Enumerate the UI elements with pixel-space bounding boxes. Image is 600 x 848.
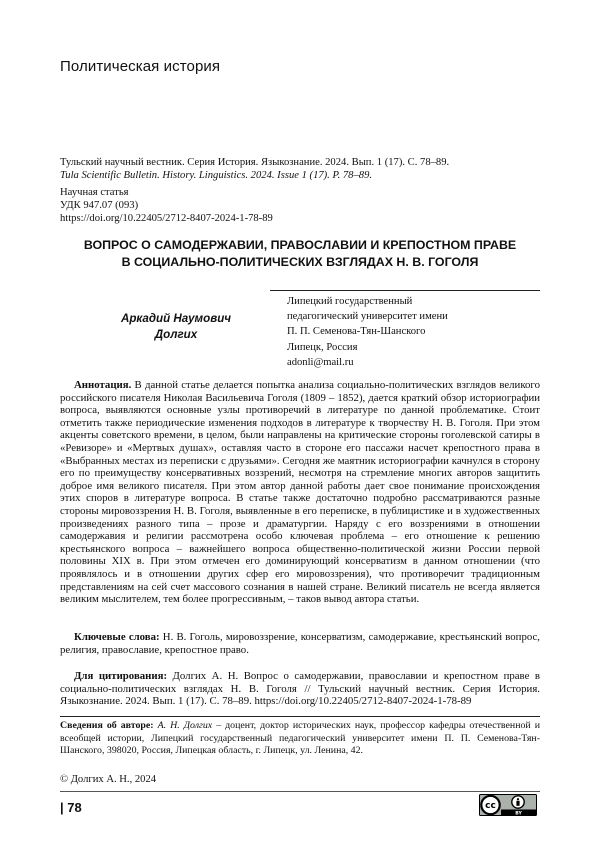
abstract-text: В данной статье делается попытка анализа социально-политических взглядов великого российского писателя Николая Васильевича Гоголя (1809 – 1852), дается краткий обзор историографии вопроса, выявляются основные узлы противоречий в литературе по данной проблематике. Стоит отметить также периодические изменения подходов в литературе к творчеству Н. В. Гоголя. При этом акценты советского времени, в целом, были направлены на критические стороны гоголевской сатиры в «Ревизоре» и «Мертвых душах», оставляя часто в стороне его пассажи насчет крепостного права в «Выбранных местах из переписки с друзьями». Сегодня же маятник историографии качнулся в сторону его по преимуществу консервативных воззрений, несмотря на стремление многих авторов защитить доброе имя великого писателя. При этом автор данной работы дает свое понимание происхождения этих споров в литературе вопроса. В статье также достаточно подробно рассматриваются разные стороны мировоззрения Н. В. Гоголя, выявленные в его переписке, в публицистике и в художественных произведениях разного типа – прозе и драматургии. Наряду с его воззрениями в отношении самодержавия и религии рассмотрена особо ключевая проблема – его отношение к решению крестьянского вопроса – важнейшего вопроса общественно-политической жизни России первой половины XIX в. При этом отмечен его доминирующий консерватизм в данном отношении (что проявлялось и в отношении других сфер его мировоззрения), что противоречит традиционным представлениям на сей счет массового сознания в нашей стране. Великий писатель не всегда является великим мыслителем, тем более прогрессивным, – таков вывод автора статьи. [60, 379, 540, 606]
citation-text: Долгих А. Н. Вопрос о самодержавии, православии и крепостном праве в социально-политических взглядах Н. В. Гоголя // Тульский научный вестник. Серия История. Языкознание. 2024. Вып. 1 (17). С. 78–89. https://doi.org/10.22405/2712-8407-2024-1-78-89 [60, 670, 540, 708]
author-name [88, 311, 264, 342]
journal-citation-ru: Тульский научный вестник. Серия История. Языкознание. 2024. Вып. 1 (17). С. 78–89. [60, 157, 450, 168]
cc-by-license-icon[interactable] [479, 794, 537, 816]
person-head [517, 798, 519, 800]
copyright-notice: © Долгих А. Н., 2024 [60, 774, 157, 785]
author-info-label: Сведения об авторе: [60, 720, 154, 731]
by-letters: BY [515, 811, 522, 816]
article-title-line-1: ВОПРОС О САМОДЕРЖАВИИ, ПРАВОСЛАВИИ И КРЕПОСТНОМ ПРАВЕ [83, 238, 517, 252]
author-email[interactable]: adonli@mail.ru [287, 356, 354, 368]
author-info-divider [60, 716, 540, 717]
affiliation-city: Липецк, Россия [287, 341, 358, 353]
footer-divider [60, 791, 540, 792]
keywords-text: Н. В. Гоголь, мировоззрение, консерватизм, самодержавие, крестьянский вопрос, религия, православие, крепостное право. [60, 631, 540, 656]
affiliation-line-3: П. П. Семенова-Тян-Шанского [287, 326, 426, 338]
keywords [60, 631, 540, 656]
keywords-label: Ключевые слова: [74, 631, 160, 643]
article-title [60, 237, 540, 271]
citation-block [60, 670, 540, 708]
author-info [60, 720, 540, 758]
affiliation-line-2: педагогический университет имени [287, 311, 448, 323]
abstract [60, 379, 540, 606]
author-name-line-1: Аркадий Наумович [120, 312, 232, 325]
affiliation-line-1: Липецкий государственный [287, 296, 413, 307]
udk-code: УДК 947.07 (093) [60, 200, 139, 211]
doi-link[interactable]: https://doi.org/10.22405/2712-8407-2024-1-78-89 [60, 213, 273, 224]
page-number: | 78 [60, 800, 82, 815]
author-affiliation [287, 294, 448, 370]
journal-citation-en: Tula Scientific Bulletin. History. Linguistics. 2024. Issue 1 (17). P. 78–89. [60, 170, 373, 181]
author-name-line-2: Долгих [154, 327, 198, 341]
section-heading: Политическая история [60, 58, 221, 75]
abstract-label: Аннотация. [74, 379, 132, 391]
affiliation-divider [270, 290, 540, 291]
person-body [516, 801, 519, 806]
author-info-text: – доцент, доктор исторических наук, профессор кафедры отечественной и всеобщей истории, Липецкий государственный педагогический университет имени П. П. Семенова-Тян-Шанского, 398020, Россия, Липецкая область, г. Липецк, ул. Ленина, 42. [60, 720, 541, 756]
citation-label: Для цитирования: [74, 670, 168, 682]
cc-letters: cc [485, 801, 496, 812]
article-title-line-2: В СОЦИАЛЬНО-ПОЛИТИЧЕСКИХ ВЗГЛЯДАХ Н. В. ГОГОЛЯ [121, 255, 479, 269]
article-type: Научная статья [60, 187, 129, 198]
author-info-name: А. Н. Долгих [153, 720, 213, 731]
